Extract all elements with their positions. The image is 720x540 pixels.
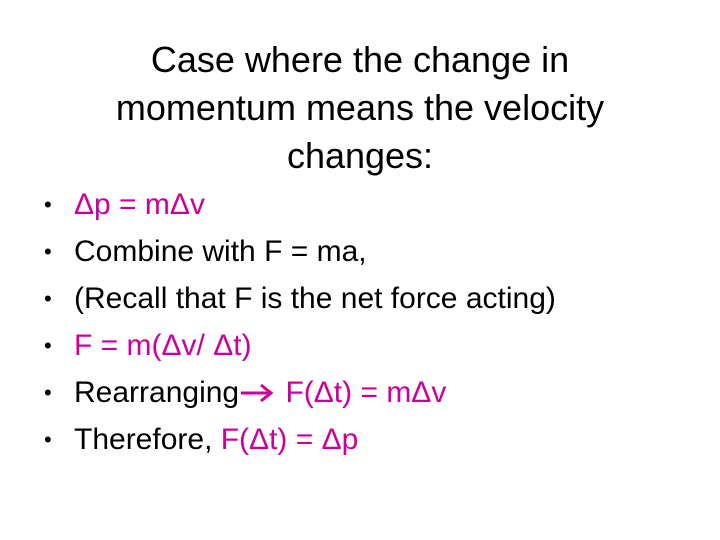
bullet-text: (Recall that F is the net force acting)	[74, 282, 556, 315]
bullet-item-momentum	[44, 181, 556, 228]
bullet-text: Therefore,	[74, 423, 221, 456]
title-line-1: Case where the change in	[150, 39, 570, 80]
bullet-dot: •	[44, 427, 52, 452]
title-line-2: momentum means the velocity	[115, 87, 605, 128]
bullet-item-rearranging	[44, 369, 556, 416]
bullet-text: Rearranging	[74, 376, 240, 409]
bullet-dot: •	[44, 380, 52, 405]
bullet-item-combine	[44, 228, 556, 275]
slide-title	[60, 36, 660, 180]
bullet-text: Combine with F = ma,	[74, 235, 367, 268]
bullet-text-highlight: F(Δt) = Δp	[220, 423, 359, 456]
bullet-text: F = m(Δv/ Δt)	[74, 329, 252, 362]
bullet-item-recall	[44, 275, 556, 322]
bullet-dot: •	[44, 333, 52, 358]
bullet-list	[44, 181, 556, 463]
bullet-text: Δp = mΔv	[74, 188, 205, 221]
arrow-right-icon	[239, 383, 277, 403]
bullet-dot: •	[44, 239, 52, 264]
bullet-item-therefore	[44, 416, 556, 463]
bullet-dot: •	[44, 286, 52, 311]
bullet-text-highlight: F(Δt) = mΔv	[277, 376, 447, 409]
title-line-3: changes:	[286, 135, 434, 176]
bullet-dot: •	[44, 192, 52, 217]
bullet-item-force-formula	[44, 322, 556, 369]
